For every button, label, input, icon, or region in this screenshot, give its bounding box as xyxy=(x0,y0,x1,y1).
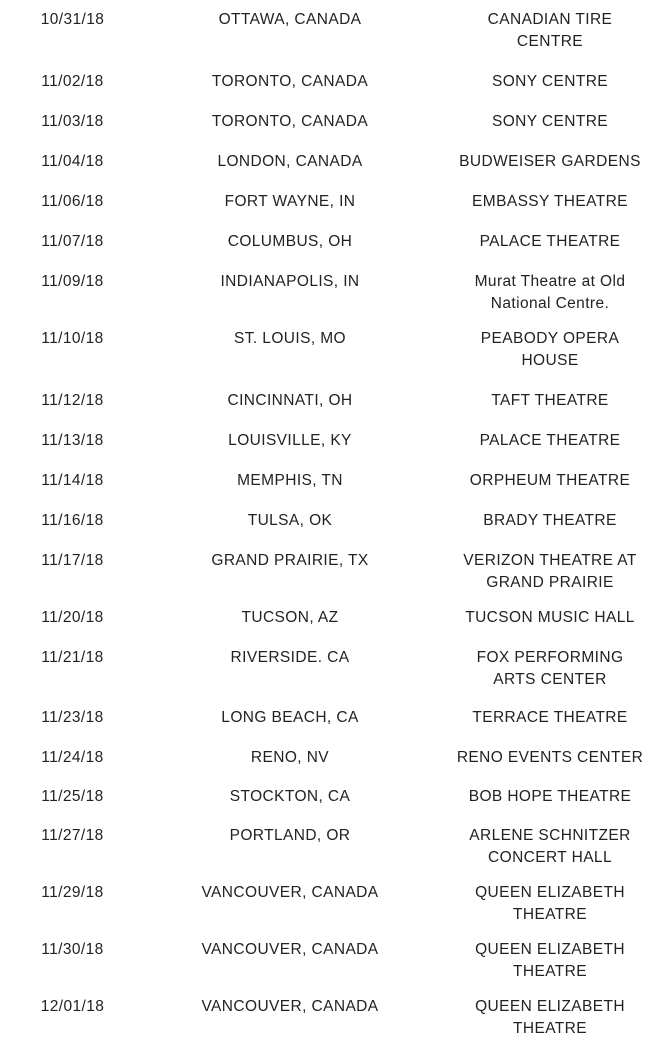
tour-venue: ARLENE SCHNITZER CONCERT HALL xyxy=(469,827,631,866)
tour-venue: VERIZON THEATRE AT GRAND PRAIRIE xyxy=(463,552,637,591)
tour-venue: QUEEN ELIZABETH THEATRE xyxy=(475,884,625,923)
tour-city: VANCOUVER, CANADA xyxy=(201,998,379,1015)
tour-venue-cell xyxy=(450,269,650,326)
tour-venue: EMBASSY THEATRE xyxy=(472,193,628,210)
tour-city: LONDON, CANADA xyxy=(217,153,363,170)
tour-venue-cell xyxy=(450,548,650,605)
tour-date: 11/09/18 xyxy=(41,273,104,290)
table-row xyxy=(0,69,650,109)
tour-city-cell xyxy=(130,428,450,468)
tour-venue-cell xyxy=(450,468,650,508)
tour-city-cell xyxy=(130,7,450,69)
table-row xyxy=(0,428,650,468)
tour-city-cell xyxy=(130,149,450,189)
tour-date: 11/20/18 xyxy=(41,609,104,626)
tour-city-cell xyxy=(130,880,450,937)
tour-city-cell xyxy=(130,994,450,1051)
table-row xyxy=(0,109,650,149)
tour-date-cell xyxy=(0,189,130,229)
tour-date-cell xyxy=(0,388,130,428)
tour-venue-cell xyxy=(450,326,650,388)
tour-dates-body xyxy=(0,7,650,1051)
tour-date-cell xyxy=(0,69,130,109)
table-row xyxy=(0,149,650,189)
tour-venue-cell xyxy=(450,745,650,784)
tour-date-cell xyxy=(0,428,130,468)
tour-city-cell xyxy=(130,645,450,705)
tour-date-cell xyxy=(0,7,130,69)
tour-date: 11/29/18 xyxy=(41,884,104,901)
tour-date: 11/06/18 xyxy=(41,193,104,210)
tour-venue: BOB HOPE THEATRE xyxy=(468,788,632,805)
tour-city: VANCOUVER, CANADA xyxy=(201,884,379,901)
tour-city: COLUMBUS, OH xyxy=(227,233,353,250)
tour-city: OTTAWA, CANADA xyxy=(218,11,362,28)
tour-date-cell xyxy=(0,149,130,189)
tour-date-cell xyxy=(0,937,130,994)
tour-venue-cell xyxy=(450,508,650,548)
table-row xyxy=(0,937,650,994)
tour-date-cell xyxy=(0,605,130,645)
tour-date-cell xyxy=(0,508,130,548)
tour-date: 11/07/18 xyxy=(41,233,104,250)
tour-venue: TUCSON MUSIC HALL xyxy=(465,609,635,626)
table-row xyxy=(0,705,650,745)
tour-city: RENO, NV xyxy=(250,749,330,766)
tour-venue: BRADY THEATRE xyxy=(483,512,617,529)
tour-city-cell xyxy=(130,69,450,109)
tour-city-cell xyxy=(130,326,450,388)
tour-city: LOUISVILLE, KY xyxy=(228,432,352,449)
table-row xyxy=(0,189,650,229)
tour-venue: TAFT THEATRE xyxy=(491,392,609,409)
table-row xyxy=(0,784,650,823)
tour-city-cell xyxy=(130,745,450,784)
tour-city: CINCINNATI, OH xyxy=(227,392,353,409)
tour-venue-cell xyxy=(450,937,650,994)
tour-city: ST. LOUIS, MO xyxy=(234,330,346,347)
tour-date-cell xyxy=(0,745,130,784)
tour-date: 11/24/18 xyxy=(41,749,104,766)
tour-city: TORONTO, CANADA xyxy=(211,113,369,130)
tour-date-cell xyxy=(0,109,130,149)
tour-venue: RENO EVENTS CENTER xyxy=(456,749,644,766)
tour-date: 11/13/18 xyxy=(41,432,104,449)
table-row xyxy=(0,994,650,1051)
tour-city-cell xyxy=(130,388,450,428)
table-row xyxy=(0,269,650,326)
tour-date-cell xyxy=(0,880,130,937)
tour-date: 11/02/18 xyxy=(41,73,104,90)
tour-date: 11/23/18 xyxy=(41,709,104,726)
tour-city: TUCSON, AZ xyxy=(241,609,339,626)
tour-city: VANCOUVER, CANADA xyxy=(201,941,379,958)
tour-city: MEMPHIS, TN xyxy=(237,472,343,489)
table-row xyxy=(0,645,650,705)
tour-city-cell xyxy=(130,189,450,229)
tour-city-cell xyxy=(130,548,450,605)
tour-city-cell xyxy=(130,705,450,745)
tour-venue-cell xyxy=(450,149,650,189)
tour-venue: SONY CENTRE xyxy=(491,113,609,130)
tour-city-cell xyxy=(130,508,450,548)
table-row xyxy=(0,388,650,428)
table-row xyxy=(0,823,650,880)
tour-date: 11/25/18 xyxy=(41,788,104,805)
tour-venue: CANADIAN TIRE CENTRE xyxy=(487,11,613,50)
tour-date: 11/14/18 xyxy=(41,472,104,489)
tour-venue-cell xyxy=(450,784,650,823)
tour-date: 11/16/18 xyxy=(41,512,104,529)
tour-date: 11/30/18 xyxy=(41,941,104,958)
tour-venue: PALACE THEATRE xyxy=(479,233,621,250)
tour-venue-cell xyxy=(450,605,650,645)
table-row xyxy=(0,326,650,388)
tour-venue-cell xyxy=(450,109,650,149)
table-row xyxy=(0,7,650,69)
tour-dates-table xyxy=(0,7,650,1051)
tour-city-cell xyxy=(130,229,450,269)
tour-city: TULSA, OK xyxy=(247,512,333,529)
tour-date-cell xyxy=(0,229,130,269)
tour-city: TORONTO, CANADA xyxy=(211,73,369,90)
tour-date-cell xyxy=(0,468,130,508)
tour-city-cell xyxy=(130,937,450,994)
tour-venue-cell xyxy=(450,645,650,705)
table-row xyxy=(0,548,650,605)
tour-date-cell xyxy=(0,269,130,326)
tour-city: GRAND PRAIRIE, TX xyxy=(211,552,369,569)
tour-date: 12/01/18 xyxy=(40,998,105,1015)
tour-venue: PALACE THEATRE xyxy=(479,432,621,449)
tour-date-cell xyxy=(0,326,130,388)
table-row xyxy=(0,468,650,508)
tour-venue-cell xyxy=(450,189,650,229)
tour-venue: BUDWEISER GARDENS xyxy=(459,153,641,170)
tour-date: 10/31/18 xyxy=(40,11,105,28)
table-row xyxy=(0,605,650,645)
tour-venue: QUEEN ELIZABETH THEATRE xyxy=(475,941,625,980)
tour-city: PORTLAND, OR xyxy=(229,827,351,844)
tour-date-cell xyxy=(0,645,130,705)
table-row xyxy=(0,880,650,937)
tour-date-cell xyxy=(0,705,130,745)
tour-date: 11/10/18 xyxy=(41,330,104,347)
tour-venue-cell xyxy=(450,705,650,745)
table-row xyxy=(0,229,650,269)
tour-city: STOCKTON, CA xyxy=(229,788,351,805)
tour-venue-cell xyxy=(450,880,650,937)
tour-venue-cell xyxy=(450,994,650,1051)
tour-date: 11/27/18 xyxy=(41,827,104,844)
table-row xyxy=(0,508,650,548)
tour-date: 11/03/18 xyxy=(41,113,104,130)
tour-date-cell xyxy=(0,823,130,880)
tour-venue: SONY CENTRE xyxy=(491,73,609,90)
tour-city-cell xyxy=(130,823,450,880)
tour-venue: ORPHEUM THEATRE xyxy=(469,472,631,489)
tour-venue: PEABODY OPERA HOUSE xyxy=(480,330,620,369)
tour-date-cell xyxy=(0,784,130,823)
tour-date-cell xyxy=(0,548,130,605)
tour-date: 11/17/18 xyxy=(41,552,104,569)
tour-venue-cell xyxy=(450,823,650,880)
tour-venue-cell xyxy=(450,229,650,269)
tour-city-cell xyxy=(130,269,450,326)
tour-city: INDIANAPOLIS, IN xyxy=(220,273,360,290)
tour-date: 11/04/18 xyxy=(41,153,104,170)
tour-city: FORT WAYNE, IN xyxy=(224,193,356,210)
tour-venue-cell xyxy=(450,7,650,69)
tour-venue: Murat Theatre at Old National Centre. xyxy=(474,273,626,312)
tour-venue-cell xyxy=(450,69,650,109)
table-row xyxy=(0,745,650,784)
tour-city-cell xyxy=(130,784,450,823)
tour-venue: TERRACE THEATRE xyxy=(472,709,628,726)
tour-venue-cell xyxy=(450,428,650,468)
tour-date: 11/12/18 xyxy=(41,392,104,409)
tour-city-cell xyxy=(130,605,450,645)
tour-date-cell xyxy=(0,994,130,1051)
tour-city: RIVERSIDE. CA xyxy=(230,649,350,666)
tour-city-cell xyxy=(130,109,450,149)
tour-date: 11/21/18 xyxy=(41,649,104,666)
tour-venue: QUEEN ELIZABETH THEATRE xyxy=(475,998,625,1037)
tour-city: LONG BEACH, CA xyxy=(221,709,359,726)
tour-city-cell xyxy=(130,468,450,508)
tour-venue-cell xyxy=(450,388,650,428)
tour-venue: FOX PERFORMING ARTS CENTER xyxy=(476,649,624,688)
